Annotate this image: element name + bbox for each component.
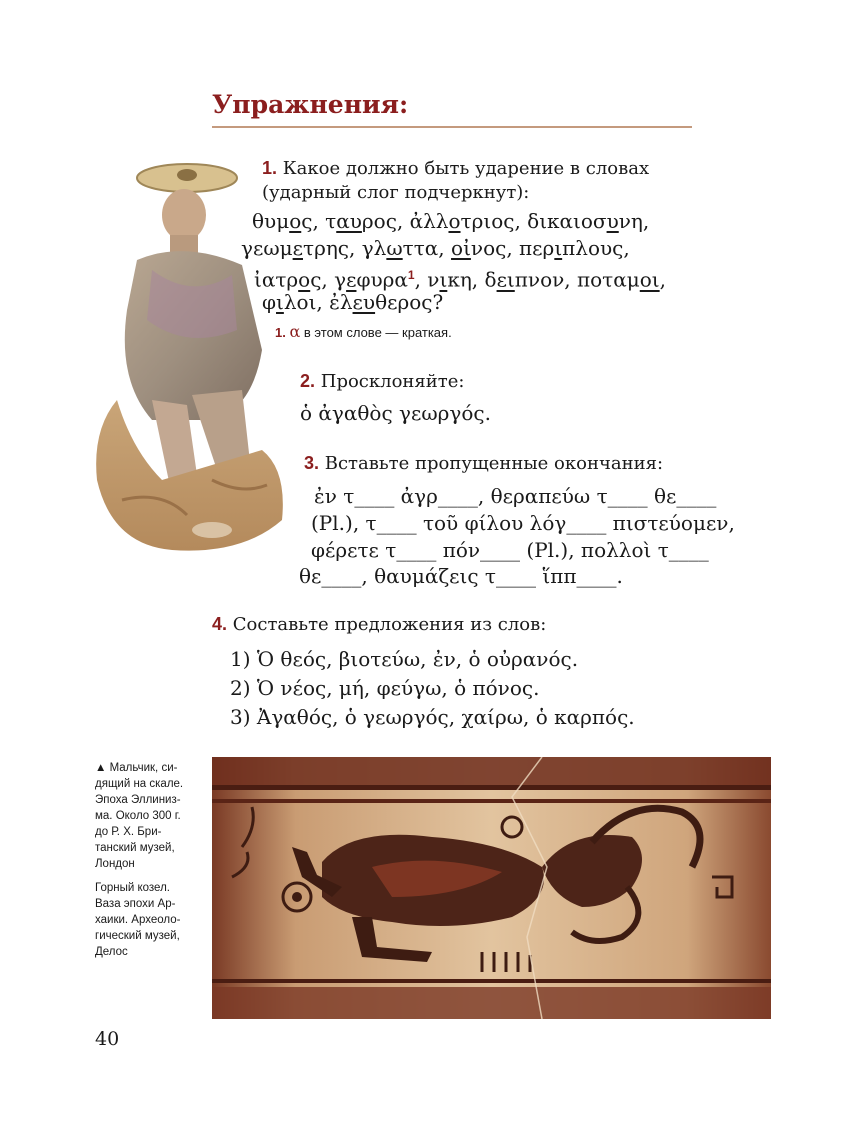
exercise-4-sentence-3: 3) Ἀγαθός, ὁ γεωργός, χαίρω, ὁ καρπός. bbox=[230, 705, 635, 729]
footnote-letter: α bbox=[289, 322, 301, 341]
vase-image bbox=[212, 757, 771, 1019]
exercise-2-text: Просклоняйте: bbox=[320, 371, 465, 392]
exercise-3-line-4: θε____, θαυμάζεις τ____ ἵππ____. bbox=[299, 564, 623, 588]
exercise-3-line-3: φέρετε τ____ πόν____ (Pl.), πολλοὶ τ____ bbox=[311, 538, 709, 562]
exercise-4-text: Составьте предложения из слов: bbox=[232, 614, 547, 635]
exercise-4-sentence-2: 2) Ὁ νέος, μή, φεύγω, ὁ πόνος. bbox=[230, 676, 540, 700]
exercise-1-words-line-1: θυμος, ταυρος, ἀλλοτριος, δικαιοσυνη, bbox=[252, 209, 650, 233]
exercise-3-line-2: (Pl.), τ____ τοῦ φίλου λόγ____ πιστεύομεν, bbox=[311, 511, 735, 535]
exercise-1-text-line-2: (ударный слог подчеркнут): bbox=[262, 182, 530, 203]
page-number: 40 bbox=[95, 1028, 120, 1050]
title-divider bbox=[212, 126, 692, 128]
exercise-1-number: 1. bbox=[262, 158, 278, 178]
exercise-1-heading bbox=[262, 156, 649, 205]
footnote bbox=[275, 322, 452, 341]
exercise-4-number: 4. bbox=[212, 614, 228, 634]
footnote-text: в этом слове — краткая. bbox=[300, 325, 452, 340]
section-title: Упражнения: bbox=[212, 90, 409, 119]
exercise-2-phrase: ὁ ἀγαθὸς γεωργός. bbox=[300, 401, 491, 425]
exercise-2-number: 2. bbox=[300, 371, 316, 391]
exercise-4-sentence-1: 1) Ὁ θεός, βιοτεύω, ἐν, ὁ οὐρανός. bbox=[230, 647, 579, 671]
exercise-1-words-line-4: φιλοι, ἐλευθερος? bbox=[262, 290, 444, 314]
exercise-2-heading bbox=[300, 369, 464, 394]
exercise-3-heading bbox=[304, 451, 663, 476]
footnote-number: 1. bbox=[275, 325, 286, 340]
exercise-3-text: Вставьте пропущенные окончания: bbox=[324, 453, 664, 474]
exercise-1-words-line-3: ἰατρος, γεφυρα$^1$, νικη, δειπνον, ποταμοι, bbox=[254, 267, 666, 292]
statue-caption: ▲ Мальчик, си- дящий на скале. Эпоха Эллиниз- ма. Около 300 г. до Р. Х. Бри- танский музей, Лондон bbox=[95, 762, 184, 870]
exercise-1-text-line-1: Какое должно быть ударение в словах bbox=[282, 158, 650, 179]
exercise-3-number: 3. bbox=[304, 453, 320, 473]
exercise-3-line-1: ἐν τ____ ἀγρ____, θεραπεύω τ____ θε____ bbox=[314, 484, 717, 508]
exercise-1-words-line-2: γεωμετρης, γλωττα, οἰνος, περιπλους, bbox=[241, 236, 630, 260]
vase-caption: Горный козел. Ваза эпохи Ар- хаики. Археоло- гический музей, Делос bbox=[95, 882, 181, 958]
exercise-4-heading bbox=[212, 612, 546, 637]
